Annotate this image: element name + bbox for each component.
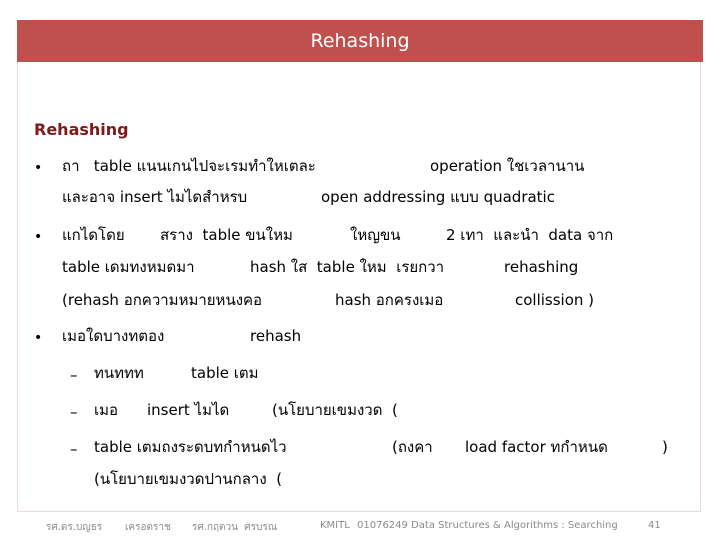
bullet-2-marker: • [34,229,43,245]
bullet-1-line-2-part-a: และอาจ insert ไมไดสำหรบ [62,188,248,206]
sub-bullet-3-part-d: ) [662,438,668,456]
bullet-1-line-1-part-b: operation ใชเวลานาน [430,157,585,175]
bullet-2-line-1-part-a: แกไดโดย [62,226,125,244]
bullet-1-marker: • [34,160,43,176]
footer-course: 01076249 Data Structures & Algorithms : Searching [357,520,618,531]
footer-author-1: รศ.ดร.บญธร [46,522,103,533]
bullet-2-line-3-part-c: collission ) [515,291,595,309]
bullet-2-line-2-part-c: rehashing [504,258,579,276]
bullet-2-line-3-part-b: hash อกครงเมอ [335,291,444,309]
sub-bullet-1-part-b: table เตม [191,364,259,382]
sub-bullet-3-marker: – [70,440,78,458]
sub-bullet-1-part-a: ทนททท [94,364,144,382]
sub-bullet-2-marker: – [70,403,78,421]
bullet-2-line-2-part-b: hash ใส table ใหม เรยกวา [250,258,445,276]
bullet-1-line-2-part-b: open addressing แบบ quadratic [321,188,555,206]
footer-author-3: รศ.กฤตวน ศรบรณ [192,522,278,533]
footer-author-2: เครอตราช [125,522,171,533]
slide-title-bar [17,20,703,62]
sub-bullet-3-line-2: (นโยบายเขมงวดปานกลาง ( [94,470,283,488]
sub-bullet-3-part-a: table เตมถงระดบทกำหนดไว [94,438,287,456]
sub-bullet-1-marker: – [70,366,78,384]
bullet-2-line-1-part-c: ใหญขน [350,226,401,244]
section-heading: Rehashing [34,120,129,139]
bullet-1-line-1-part-a: ถา table แนนเกนไปจะเรมทำใหเตละ [62,157,316,175]
sub-bullet-2-part-b: insert ไมได [147,401,230,419]
sub-bullet-3-part-b: (ถงคา [392,438,433,456]
bullet-3-line-1-part-b: rehash [250,327,302,345]
bullet-2-line-3-part-a: (rehash อกความหมายหนงคอ [62,291,263,309]
sub-bullet-3-part-c: load factor ทกำหนด [465,438,608,456]
bullet-2-line-1-part-b: สราง table ขนใหม [160,226,293,244]
sub-bullet-2-part-a: เมอ [94,401,119,419]
bullet-2-line-1-part-d: 2 เทา และนำ data จาก [446,226,614,244]
footer-institute: KMITL [320,520,350,531]
footer-page-number: 41 [648,520,661,531]
slide-title: Rehashing [310,30,410,52]
bullet-3-line-1-part-a: เมอใดบางทตอง [62,327,165,345]
bullet-2-line-2-part-a: table เดมทงหมดมา [62,258,195,276]
sub-bullet-2-part-c: (นโยบายเขมงวด ( [272,401,398,419]
bullet-3-marker: • [34,330,43,346]
